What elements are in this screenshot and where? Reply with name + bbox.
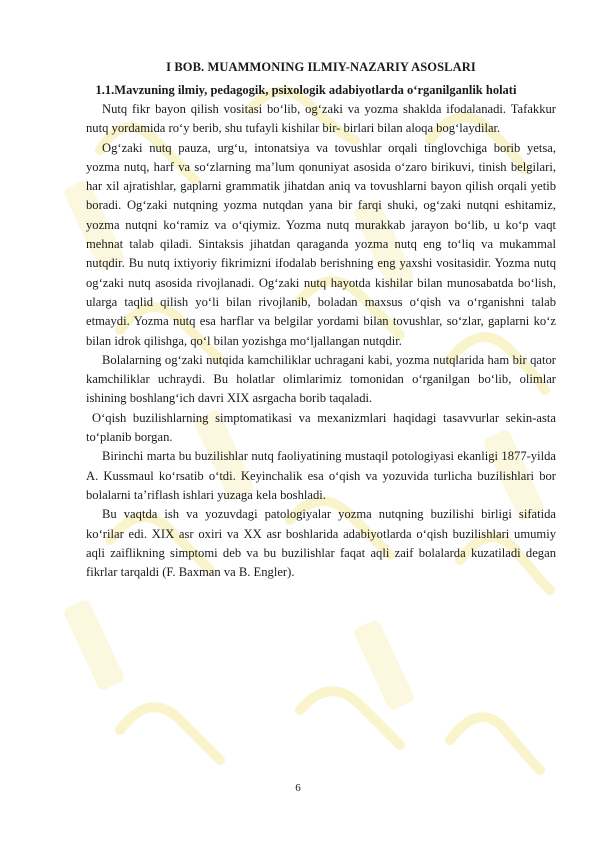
document-page (86, 60, 556, 582)
paragraph-5: Birinchi marta bu buzilishlar nutq faoliyatining mustaqil potologiyasi ekanligi 1877-yilda A. Kussmaul ko‘rsatib o‘tdi. Keyinchalik esa o‘qish va yozuvida turlicha buzilishlari bor bolalarni ta’riflash ishlari yuzaga kela boshladi. (86, 449, 556, 502)
paragraph-3: Bolalarning og‘zaki nutqida kamchiliklar uchragani kabi, yozma nutqlarida ham bir qator kamchiliklar uchraydi. Bu holatlar olimlarimiz tomonidan o‘rganilgan bo‘lib, olimlar ishining boshlang‘ich davri XIX asrgacha borib taqaladi. (86, 352, 556, 406)
paragraph-2: Og‘zaki nutq pauza, urg‘u, intonatsiya va tovushlar orqali tinglovchiga borib yetsa, yozma nutq, harf va so‘zlarning ma’lum qonuniyat asosida o‘zaro birikuvi, tinish belgilari, har xil ajratishlar, gaplarni grammatik jihatdan aniq va tovushlarni bayon qilish orqali yetib boradi. Og‘zaki nutqning yozma nutqdan yana bir farqi shuki, og‘zaki nutqni eshitamiz, yozma nutqni ko‘ramiz va o‘qiymiz. Yozma nutq murakkab jarayon bo‘lib, u ko‘p vaqt mehnat talab qiladi. Sintaksis jihatdan qaraganda yozma nutq eng to‘liq va mukammal nutqdir. Bu nutq ixtiyoriy fikrimizni ifodalab berishning eng yaxshi vositasidir. Yozma nutq og‘zaki nutq asosida rivojlanadi. Og‘zaki nutq hayotda kishilar bilan munosabatda bo‘lish, ularga taqlid qilish yo‘li bilan rivojlanib, boladan maxsus o‘qish va o‘rganishni talab etmaydi. Yozma nutq esa harflar va belgilar yordami bilan tovushlar, so‘zlar, gaplarni ko‘z bilan idrok qilishga, qo‘l bilan yozishga mo‘ljallangan nutqdir. (86, 140, 556, 348)
paragraph-4: O‘qish buzilishlarning simptomatikasi va mexanizmlari haqidagi tasavvurlar sekin-asta to‘planib borgan. (86, 410, 556, 445)
chapter-title: I BOB. MUAMMONING ILMIY-NAZARIY ASOSLARI (166, 60, 476, 74)
paragraph-6: Bu vaqtda ish va yozuvdagi patologiyalar yozma nutqning buzilishi birligi sifatida ko‘rilar edi. XIX asr oxiri va XX asr boshlarida adabiyotlarda o‘qish buzilishlari umumiy aqli zaiflikning simptomi deb va bu buzilishlar faqat aqli zaif bolalarda kuzatiladi degan fikrlar tarqaldi (F. Baxman va B. Engler). (86, 507, 556, 580)
section-title: 1.1.Mavzuning ilmiy, pedagogik, psixologik adabiyotlarda o‘rganilganlik holati (95, 83, 517, 97)
page-number: 6 (295, 782, 301, 794)
paragraph-1: Nutq fikr bayon qilish vositasi bo‘lib, og‘zaki va yozma shaklda ifodalanadi. Tafakkur nutq yordamida ro‘y berib, shu tufayli kishilar bir- birlari bilan aloqa bog‘laydilar. (86, 102, 556, 136)
